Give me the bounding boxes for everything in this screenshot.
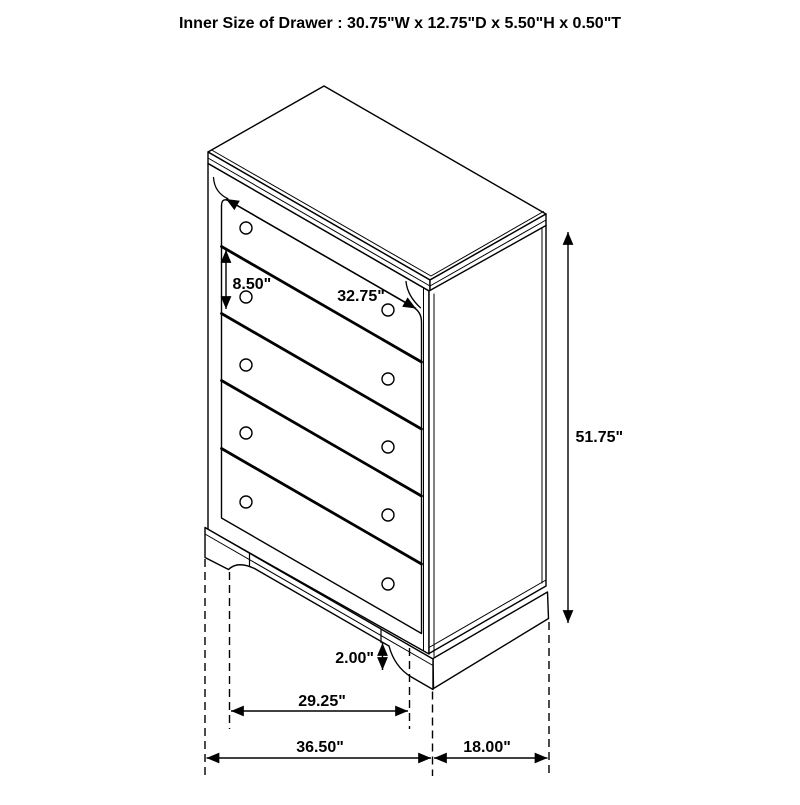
dim-label-overall-depth: 18.00" bbox=[463, 739, 511, 756]
drawer-knob bbox=[240, 427, 252, 439]
drawer-knob bbox=[240, 496, 252, 508]
drawer-knob bbox=[382, 578, 394, 590]
chest-drawing bbox=[205, 86, 549, 690]
dim-label-drawer-width: 32.75" bbox=[337, 288, 385, 305]
dim-label-drawer-height: 8.50" bbox=[232, 276, 272, 293]
drawer-knob bbox=[382, 509, 394, 521]
case-side-face bbox=[429, 226, 546, 654]
drawer-knob bbox=[382, 441, 394, 453]
drawer-knob bbox=[240, 359, 252, 371]
drawer-knob bbox=[382, 373, 394, 385]
drawer-knob bbox=[382, 304, 394, 316]
dim-label-overall-height: 51.75" bbox=[575, 429, 624, 446]
page-title: Inner Size of Drawer : 30.75"W x 12.75"D x 5.50"H x 0.50"T bbox=[178, 15, 622, 32]
drawer-knob bbox=[240, 222, 252, 234]
dim-label-base-height: 2.00" bbox=[335, 650, 374, 667]
dim-label-foot-span: 29.25" bbox=[298, 693, 346, 710]
dim-label-overall-width: 36.50" bbox=[296, 739, 344, 756]
